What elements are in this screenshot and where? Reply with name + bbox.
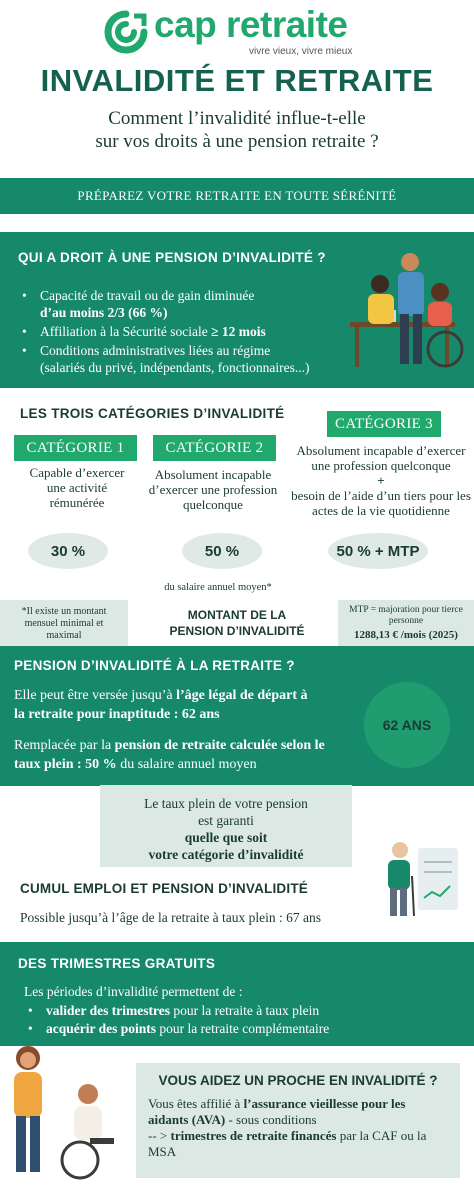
brand-tagline: vivre vieux, vivre mieux xyxy=(249,46,353,57)
categories-heading: LES TROIS CATÉGORIES D’INVALIDITÉ xyxy=(20,406,285,421)
cumul-text: Possible jusqu’à l’âge de la retraite à taux plein : 67 ans xyxy=(20,910,322,925)
category-1-desc: Capable d’exercer une activité rémunérée xyxy=(29,465,125,510)
banner-text: PRÉPAREZ VOTRE RETRAITE EN TOUTE SÉRÉNITÉ xyxy=(77,188,397,203)
quarters-section xyxy=(0,942,474,1046)
category-3-value: 50 % + MTP xyxy=(328,533,428,569)
banner xyxy=(0,178,474,214)
min-max-note: *Il existe un montant mensuel minimal et maximal xyxy=(0,600,128,646)
list-item: • Capacité de travail ou de gain diminuée d’au moins 2/3 (66 %) xyxy=(18,287,348,321)
people-illustration xyxy=(340,244,470,374)
category-2-desc: Absolument incapable d’exercer une profession quelconque xyxy=(148,467,278,512)
elderly-money-illustration xyxy=(378,840,468,920)
quarters-list xyxy=(24,1002,329,1038)
quarters-intro: Les périodes d’invalidité permettent de : xyxy=(24,984,243,999)
eligibility-list xyxy=(18,287,348,376)
list-item: • valider des trimestres pour la retraite à taux plein xyxy=(24,1002,329,1020)
brand-name: cap retraite xyxy=(154,4,348,45)
retirement-p2: Remplacée par la pension de retraite calculée selon le taux plein : 50 % du salaire annuel moyen xyxy=(14,738,325,772)
montant-title-1: MONTANT DE LA xyxy=(187,608,287,622)
caregiver-heading: VOUS AIDEZ UN PROCHE EN INVALIDITÉ ? xyxy=(158,1073,438,1088)
caregiver-box xyxy=(136,1063,460,1178)
age-badge: 62 ANS xyxy=(364,682,450,768)
category-2-badge: CATÉGORIE 2 xyxy=(153,435,276,461)
cumul-heading: CUMUL EMPLOI ET PENSION D’INVALIDITÉ xyxy=(20,881,308,896)
retirement-section xyxy=(0,646,474,786)
mtp-definition: MTP = majoration pour tierce personne xyxy=(349,605,463,626)
page-subtitle-1: Comment l’invalidité influe-t-elle xyxy=(108,108,366,129)
category-3-desc: Absolument incapable d’exercer une profession quelconque + besoin de l’aide d’un tiers pour les actes de la vie quotidienne xyxy=(291,443,471,518)
retirement-p1: Elle peut être versée jusqu’à l’âge légal de départ à la retraite pour inaptitude : 62 ans xyxy=(14,688,308,722)
salary-note: du salaire annuel moyen* xyxy=(164,582,272,593)
montant-title-2: PENSION D’INVALIDITÉ xyxy=(169,624,305,638)
caregiver-line-1: Vous êtes affilié à l’assurance vieillesse pour les aidants (AVA) - sous conditions xyxy=(148,1096,406,1127)
page-title: INVALIDITÉ ET RETRAITE xyxy=(40,63,434,98)
eligibility-section xyxy=(0,232,474,388)
category-1-badge: CATÉGORIE 1 xyxy=(14,435,137,461)
page-subtitle-2: sur vos droits à une pension retraite ? xyxy=(95,131,379,152)
full-rate-box: Le taux plein de votre pension est garanti quelle que soit votre catégorie d’invalidité xyxy=(100,785,352,867)
caregiver-illustration xyxy=(0,1042,132,1182)
logo-icon xyxy=(104,10,148,54)
category-2-value: 50 % xyxy=(182,533,262,569)
category-3-badge: CATÉGORIE 3 xyxy=(327,411,441,437)
logo xyxy=(104,4,374,57)
retirement-heading: PENSION D’INVALIDITÉ À LA RETRAITE ? xyxy=(14,658,295,673)
mtp-value: 1288,13 € /mois (2025) xyxy=(354,629,458,641)
list-item: • Conditions administratives liées au régime (salariés du privé, indépendants, fonctionnaires...) xyxy=(18,342,348,376)
category-1-value: 30 % xyxy=(28,533,108,569)
quarters-heading: DES TRIMESTRES GRATUITS xyxy=(18,956,216,971)
mtp-note-box xyxy=(338,600,474,646)
eligibility-heading: QUI A DROIT À UNE PENSION D’INVALIDITÉ ? xyxy=(18,250,326,265)
list-item: • Affiliation à la Sécurité sociale ≥ 12 mois xyxy=(18,323,348,340)
list-item: • acquérir des points pour la retraite complémentaire xyxy=(24,1020,329,1038)
caregiver-line-2: -- > trimestres de retraite financés par la CAF ou la MSA xyxy=(148,1128,427,1159)
